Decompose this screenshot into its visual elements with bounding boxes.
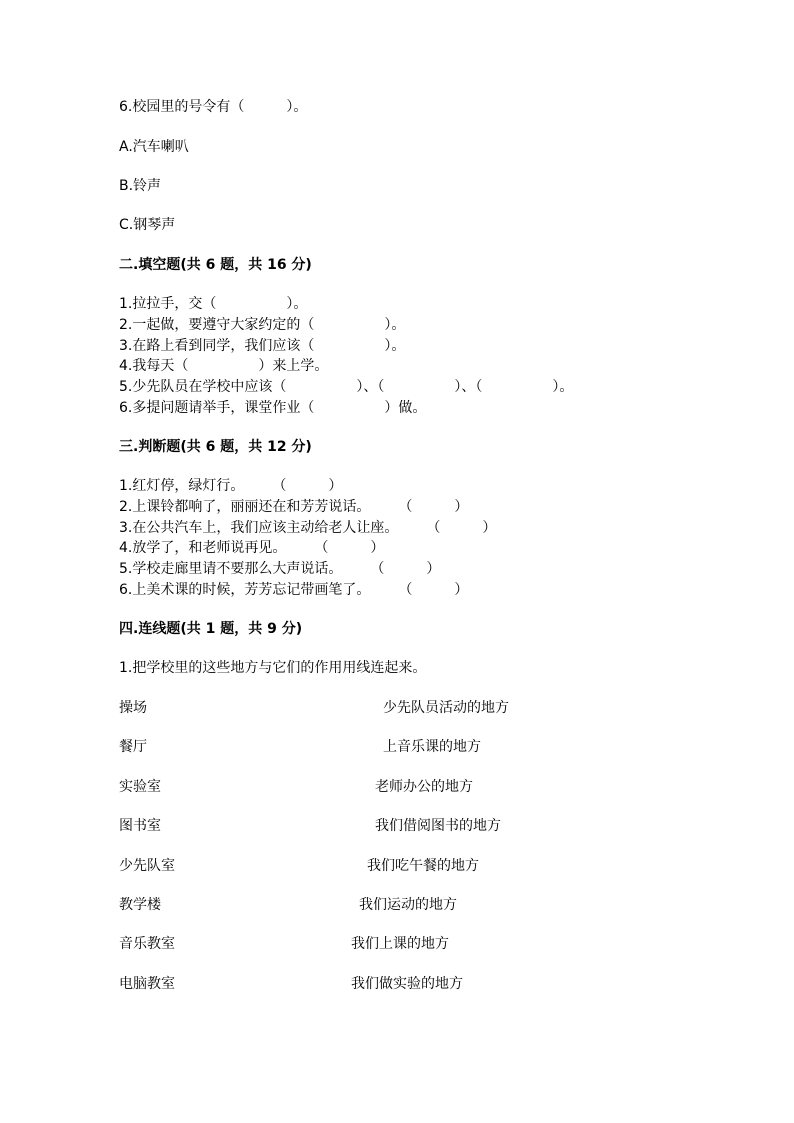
section-3-item: 1.红灯停，绿灯行。 （ ） <box>119 478 343 494</box>
section-2-item: 6.多提问题请举手，课堂作业（ ）做。 <box>119 400 427 416</box>
section-2-item: 4.我每天（ ）来上学。 <box>119 358 329 374</box>
match-right-item: 上音乐课的地方 <box>383 739 481 755</box>
match-left-item: 餐厅 <box>119 739 147 755</box>
section-3-item: 2.上课铃都响了，丽丽还在和芳芳说话。 （ ） <box>119 499 469 515</box>
section-2-item: 3.在路上看到同学，我们应该（ ）。 <box>119 338 406 354</box>
section-3-item: 5.学校走廊里请不要那么大声说话。 （ ） <box>119 561 441 577</box>
match-right-item: 我们上课的地方 <box>351 936 449 952</box>
section-3-item: 3.在公共汽车上，我们应该主动给老人让座。 （ ） <box>119 520 497 536</box>
question-6-option-c: C.钢琴声 <box>119 217 176 233</box>
match-right-item: 我们吃午餐的地方 <box>367 858 479 874</box>
section-2-item: 1.拉拉手，交（ ）。 <box>119 296 308 312</box>
question-6-option-b: B.铃声 <box>119 178 162 194</box>
match-right-item: 我们做实验的地方 <box>351 976 463 992</box>
section-4-title: 四.连线题(共 1 题，共 9 分) <box>119 621 303 637</box>
section-3-title: 三.判断题(共 6 题，共 12 分) <box>119 439 312 455</box>
question-6-stem: 6.校园里的号令有（ ）。 <box>119 99 308 115</box>
match-left-item: 实验室 <box>119 779 161 795</box>
section-2-item: 2.一起做，要遵守大家约定的（ ）。 <box>119 317 406 333</box>
match-left-item: 操场 <box>119 700 147 716</box>
section-2-item: 5.少先队员在学校中应该（ ）、（ ）、（ ）。 <box>119 379 574 395</box>
match-right-item: 我们运动的地方 <box>359 897 457 913</box>
section-3-item: 4.放学了，和老师说再见。 （ ） <box>119 540 385 556</box>
match-right-item: 我们借阅图书的地方 <box>375 818 501 834</box>
match-left-item: 教学楼 <box>119 897 161 913</box>
section-4-question: 1.把学校里的这些地方与它们的作用用线连起来。 <box>119 660 427 676</box>
question-6-option-a: A.汽车喇叭 <box>119 139 189 155</box>
match-left-item: 音乐教室 <box>119 936 175 952</box>
match-left-item: 少先队室 <box>119 858 175 874</box>
match-left-item: 图书室 <box>119 818 161 834</box>
match-right-item: 老师办公的地方 <box>375 779 473 795</box>
section-3-item: 6.上美术课的时候，芳芳忘记带画笔了。 （ ） <box>119 582 469 598</box>
section-2-title: 二.填空题(共 6 题，共 16 分) <box>119 257 312 273</box>
match-left-item: 电脑教室 <box>119 976 175 992</box>
match-right-item: 少先队员活动的地方 <box>383 700 509 716</box>
